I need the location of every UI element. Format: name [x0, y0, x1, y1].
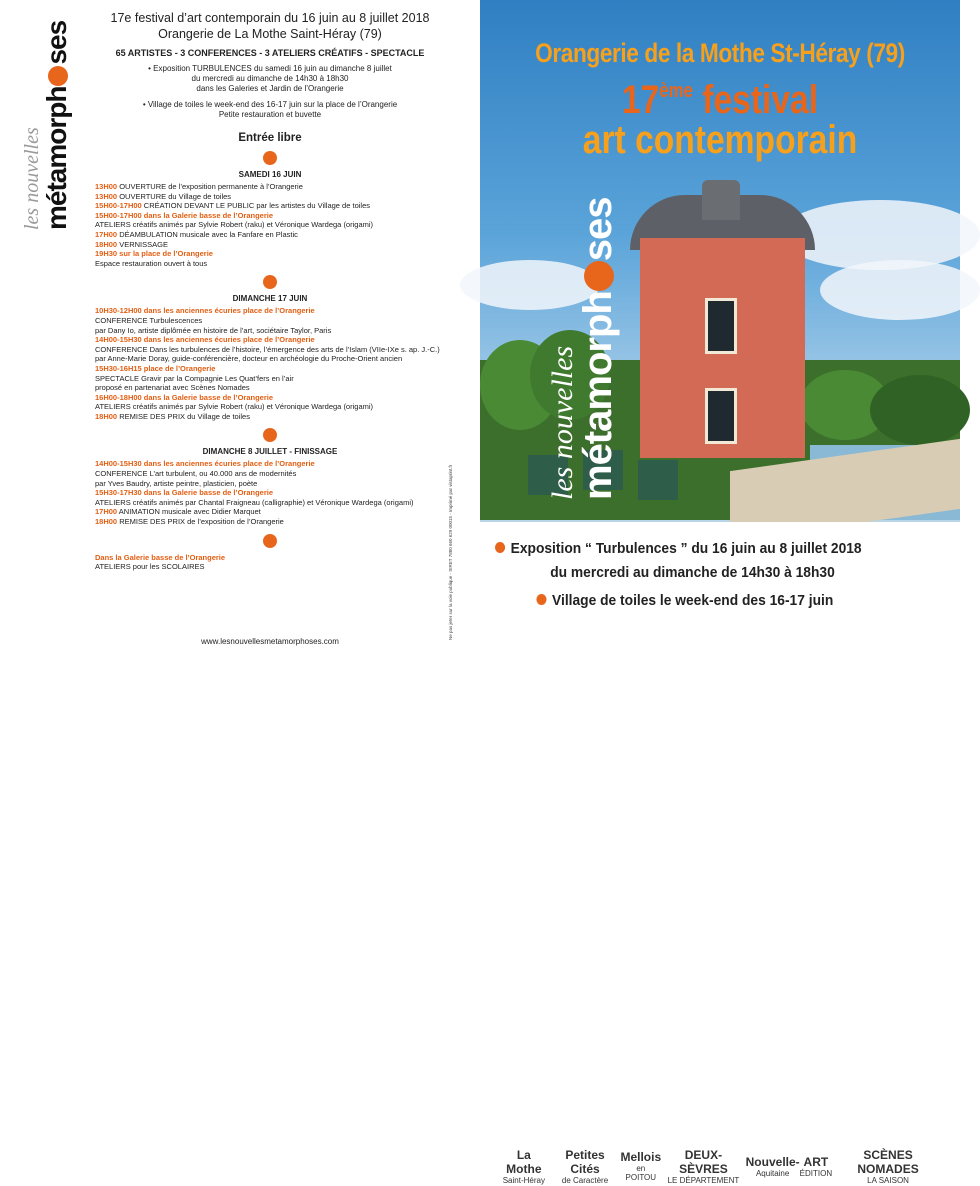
program-desc: ATELIERS créatifs animés par Chantal Fraigneau (calligraphie) et Véronique Wardega (origami) — [95, 497, 414, 507]
partner-logo: SCÈNES NOMADES LA SAISON — [857, 1147, 919, 1185]
program-item — [95, 562, 445, 572]
program-time: 18H00 — [95, 239, 118, 249]
program-item — [95, 469, 445, 479]
program-item — [95, 488, 445, 498]
partner-logo: La Mothe Saint-Héray — [502, 1147, 545, 1185]
program-desc: ATELIERS pour les SCOLAIRES — [95, 562, 205, 572]
section-dot — [263, 428, 277, 442]
day-program — [95, 182, 445, 268]
program-item — [95, 507, 445, 517]
program-item — [95, 326, 445, 336]
program-item — [95, 211, 445, 221]
program-time: 14H00-15H30 dans les anciennes écuries place de l’Orangerie — [95, 335, 315, 345]
cover-edition: 17ème festival — [621, 78, 819, 122]
partner-logo: Petites Cités de Caractère — [561, 1147, 609, 1185]
cupola — [702, 180, 740, 220]
program-time: 18H00 — [95, 517, 118, 527]
program-desc: par Yves Baudry, artiste peintre, plasticien, poète — [95, 478, 258, 488]
program-time: 17H00 — [95, 229, 118, 239]
entree-libre: Entrée libre — [238, 132, 302, 144]
program-desc: VERNISSAGE — [117, 239, 168, 249]
info-band — [480, 522, 960, 1185]
program-time: 18H00 — [95, 411, 118, 421]
program-time: 17H00 — [95, 507, 118, 517]
program-item — [95, 192, 445, 202]
partner-logo: DEUX-SÈVRES LE DÉPARTEMENT — [667, 1147, 740, 1185]
program-desc: par Anne-Marie Doray, guide-conférencière, docteur en archéologie du Proche-Orient ancien — [95, 354, 403, 364]
program-desc: OUVERTURE de l’exposition permanente à l’Orangerie — [117, 182, 303, 191]
program-item — [95, 249, 445, 259]
program-desc: REMISE DES PRIX du Village de toiles — [117, 411, 250, 421]
program-content — [95, 10, 445, 572]
website-link[interactable]: www.lesnouvellesmetamorphoses.com — [201, 637, 339, 646]
cover-logo: les nouvelles métamorphses — [546, 197, 620, 500]
band-village: Village de toiles le week-end des 16-17 juin — [495, 592, 918, 609]
program-time: Dans la Galerie basse de l’Orangerie — [95, 552, 226, 562]
program-time: 15H00-17H00 dans la Galerie basse de l’Orangerie — [95, 210, 274, 220]
day-title: SAMEDI 16 JUIN — [238, 170, 302, 179]
program-item — [95, 335, 445, 345]
day-title: DIMANCHE 17 JUIN — [232, 294, 308, 304]
program-item — [95, 374, 445, 384]
day-program — [95, 553, 445, 572]
logo-big-text: métamorphses — [41, 20, 72, 230]
program-time: 10H30-12H00 dans les anciennes écuries place de l’Orangerie — [95, 306, 315, 316]
program-desc: SPECTACLE Gravir par la Compagnie Les Quat’fers en l’air — [95, 373, 294, 383]
pavilion-building — [640, 238, 805, 458]
program-desc: proposé en partenariat avec Scènes Nomades — [95, 383, 250, 393]
venue: Orangerie de La Mothe Saint-Héray (79) — [158, 27, 382, 41]
program-desc: CONFERENCE L’art turbulent, ou 40.000 ans de modernités — [95, 469, 297, 479]
band-exposition: Exposition “ Turbulences ” du 16 juin au 8 juillet 2018 — [495, 540, 918, 557]
bullet-exposition: • Exposition TURBULENCES du samedi 16 juin au dimanche 8 juillet du mercredi au dimanche de 14h30 à 18h30 dans les Galeries et Jardin de l’Orangerie — [148, 64, 392, 93]
program-time: 15H00-17H00 — [95, 201, 142, 211]
band-hours: du mercredi au dimanche de 14h30 à 18h30 — [550, 564, 835, 581]
program-item — [95, 230, 445, 240]
program-time: 13H00 — [95, 182, 118, 191]
program-desc: par Dany Io, artiste diplômée en histoire de l’art, sociétaire Taylor, Paris — [95, 325, 332, 335]
logo-small-text: les nouvelles — [21, 127, 43, 230]
section-dot — [263, 534, 277, 548]
logo-orange-dot — [584, 261, 614, 291]
program-item — [95, 364, 445, 374]
program-item — [95, 354, 445, 364]
section-dot — [263, 151, 277, 165]
cover-title — [480, 38, 960, 160]
day-program — [95, 306, 445, 421]
program-desc: ATELIERS créatifs animés par Sylvie Robert (raku) et Véronique Wardega (origami) — [95, 402, 374, 412]
program-item — [95, 220, 445, 230]
program-item — [95, 402, 445, 412]
program-desc: CONFERENCE Turbulescences — [95, 315, 203, 325]
program-time: 15H30-16H15 place de l’Orangerie — [95, 363, 216, 373]
program-item — [95, 498, 445, 508]
program-desc: CRÉATION DEVANT LE PUBLIC par les artistes du Village de toiles — [141, 201, 370, 211]
program-time: 15H30-17H30 dans la Galerie basse de l’Orangerie — [95, 488, 274, 498]
program-time: 16H00-18H00 dans la Galerie basse de l’Orangerie — [95, 392, 274, 402]
program-item — [95, 459, 445, 469]
program-item — [95, 316, 445, 326]
partner-logo: Nouvelle- Aquitaine — [745, 1154, 800, 1178]
program-desc: ATELIERS créatifs animés par Sylvie Robert (raku) et Véronique Wardega (origami) — [95, 220, 374, 230]
program-item — [95, 412, 445, 422]
program-time: 14H00-15H30 dans les anciennes écuries place de l’Orangerie — [95, 459, 315, 469]
cloud-shape — [820, 260, 980, 320]
program-item — [95, 479, 445, 489]
program-item — [95, 383, 445, 393]
program-desc: REMISE DES PRIX de l’exposition de l’Orangerie — [117, 517, 284, 527]
partner-logos — [498, 1146, 944, 1186]
partner-logo: Mellois en POITOU — [620, 1150, 662, 1182]
program-item — [95, 345, 445, 355]
program-item — [95, 553, 445, 563]
day-program — [95, 459, 445, 526]
summary-line: 65 ARTISTES - 3 CONFERENCES - 3 ATELIERS CRÉATIFS - SPECTACLE — [115, 48, 425, 58]
cover-venue: Orangerie de la Mothe St-Héray (79) — [535, 38, 905, 68]
program-item — [95, 306, 445, 316]
program-desc: DÉAMBULATION musicale avec la Fanfare en Plastic — [117, 229, 298, 239]
cover-art-contemporain: art contemporain — [582, 118, 858, 162]
program-item — [95, 182, 445, 192]
day-title: DIMANCHE 8 JUILLET - FINISSAGE — [202, 447, 338, 457]
program-desc: ANIMATION musicale avec Didier Marquet — [117, 507, 261, 517]
program-item — [95, 259, 445, 269]
program-desc: Espace restauration ouvert à tous — [95, 258, 208, 268]
festival-dates: 17e festival d’art contemporain du 16 juin au 8 juillet 2018 — [110, 11, 430, 25]
program-desc: OUVERTURE du Village de toiles — [117, 191, 232, 201]
program-item — [95, 517, 445, 527]
section-dot — [263, 275, 277, 289]
program-time: 13H00 — [95, 191, 118, 201]
vertical-logo — [22, 20, 78, 230]
program-days — [95, 151, 445, 572]
program-item — [95, 240, 445, 250]
cover-panel — [480, 0, 960, 1185]
partner-logo: ART ÉDITION — [799, 1154, 833, 1178]
program-item — [95, 201, 445, 211]
bullet-village: • Village de toiles le week-end des 16-17 juin sur la place de l’Orangerie Petite restauration et buvette — [142, 100, 398, 119]
program-item — [95, 393, 445, 403]
program-panel — [0, 0, 480, 671]
program-desc: CONFERENCE Dans les turbulences de l’histoire, l’émergence des arts de l’Islam (VIIe-IXe s. ap. J.-C.) — [95, 344, 440, 354]
logo-orange-dot — [48, 66, 68, 86]
fine-print: Ne pas jeter sur la voie publique - SIRET 7880 660 629 00015 - Imprimé par vistaprint.fr — [448, 464, 453, 640]
program-time: 19H30 sur la place de l’Orangerie — [95, 249, 213, 259]
